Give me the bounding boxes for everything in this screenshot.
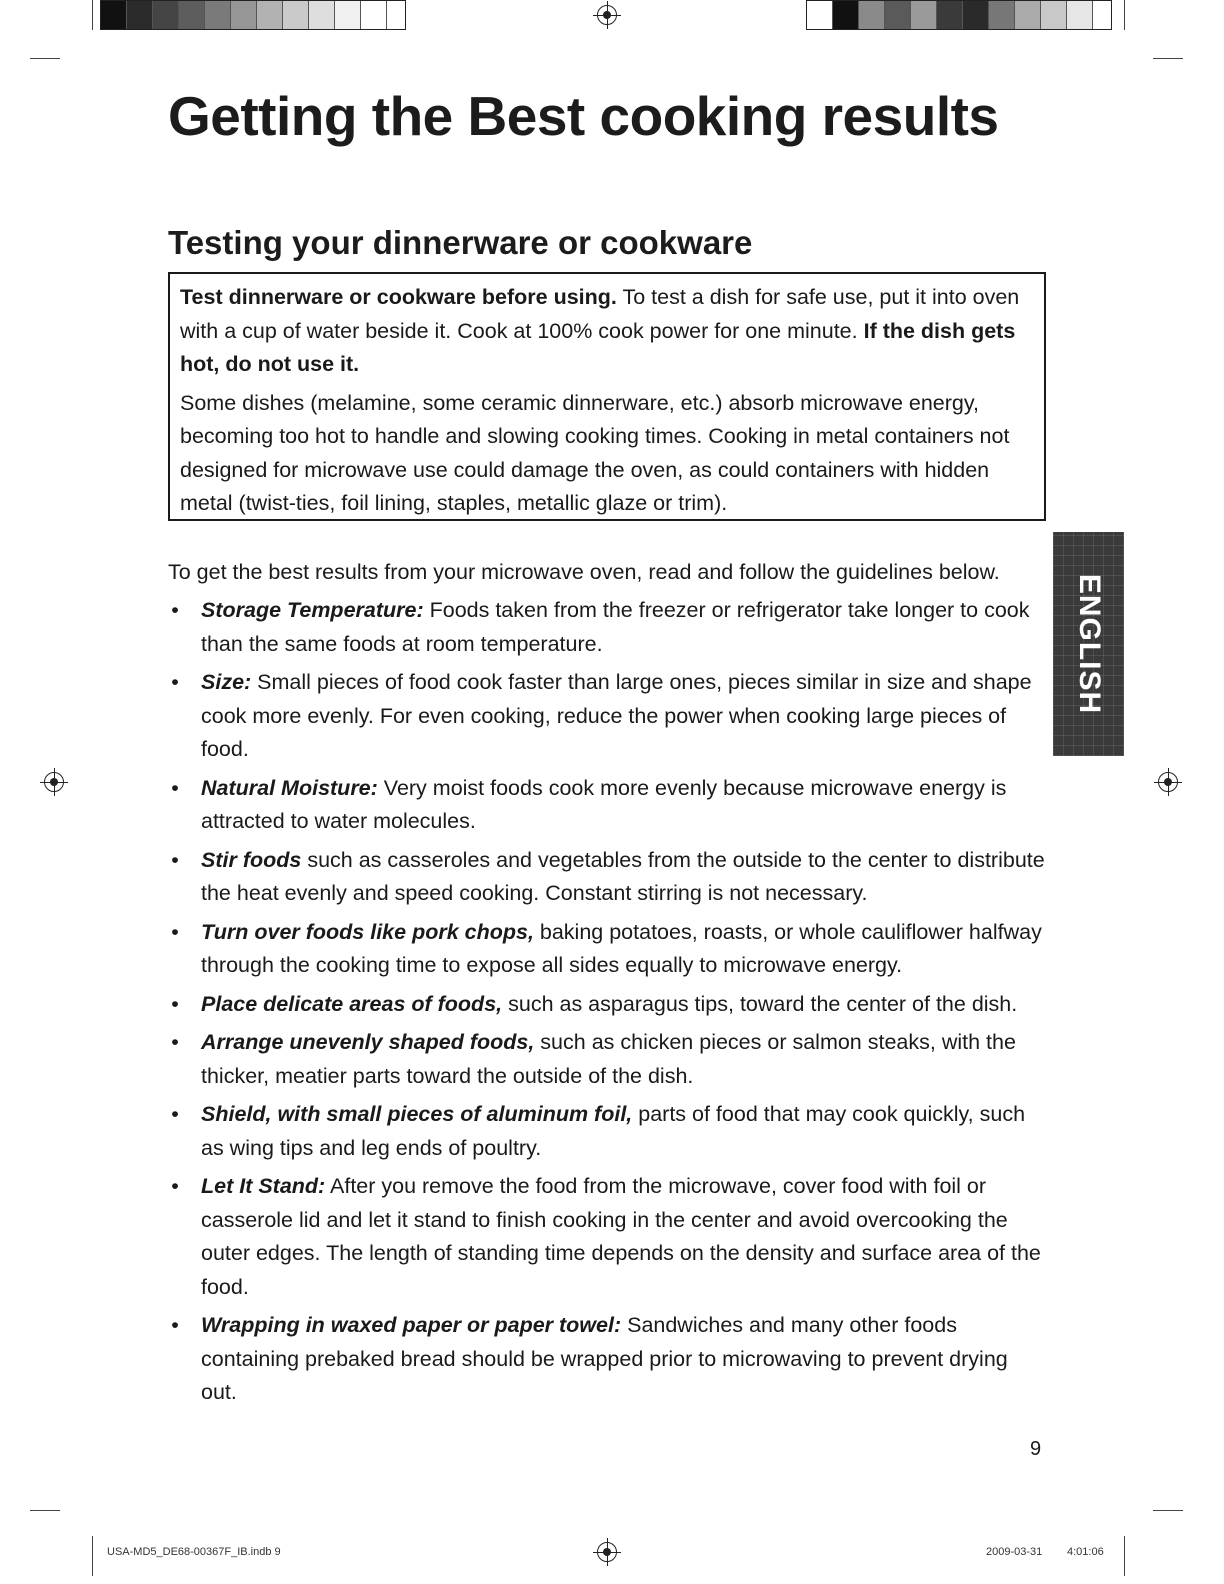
list-item (168, 916, 1048, 983)
footer-filename: USA-MD5_DE68-00367F_IB.indb 9 (107, 1546, 281, 1558)
bullet-icon: • (171, 670, 179, 694)
guideline-text: Very moist foods cook more evenly because microwave energy is attracted to water molecules. (201, 775, 1007, 833)
test-box-instructions: To test a dish for safe use, put it into oven with a cup of water beside it. Cook at 100% cook power for one minute. (180, 285, 1020, 343)
footer-divider-right (1124, 1536, 1125, 1576)
guideline-text: Small pieces of food cook faster than large ones, pieces similar in size and shape cook more evenly. For even cooking, reduce the power when cooking large pieces of food. (201, 670, 1032, 761)
list-item (168, 1170, 1048, 1304)
bullet-icon: • (171, 847, 179, 872)
guideline-text: After you remove the food from the microwave, cover food with foil or casserole lid and let it stand to finish cooking in the center and avoid overcooking the outer edges. The length of standing time depends on the density and surface area of the food. (201, 1174, 1041, 1299)
color-bar-left (100, 0, 406, 30)
guidelines-list (168, 594, 1048, 1415)
guideline-lead: Wrapping in waxed paper or paper towel: (201, 1313, 622, 1337)
crop-mark-bottom-right (1153, 1510, 1183, 1511)
crop-line-top-right (1124, 0, 1125, 30)
list-item (168, 772, 1048, 839)
crop-mark-top-left (30, 58, 60, 59)
list-item (168, 1026, 1048, 1093)
bullet-icon: • (171, 919, 179, 944)
registration-mark-left-icon (44, 772, 64, 792)
page-title: Getting the Best cooking results (168, 85, 999, 147)
bullet-icon: • (171, 598, 179, 622)
guideline-text: such as casseroles and vegetables from the outside to the center to distribute the heat evenly and speed cooking. Constant stirring is not necessary. (201, 847, 1045, 905)
language-side-tab (1053, 532, 1124, 756)
footer-time: 4:01:06 (1067, 1546, 1104, 1558)
bullet-icon: • (171, 991, 179, 1016)
guideline-lead: Storage Temperature: (201, 598, 424, 622)
guideline-text: such as asparagus tips, toward the center of the dish. (502, 991, 1018, 1016)
guideline-lead: Shield, with small pieces of aluminum foil, (201, 1102, 633, 1126)
bullet-icon: • (171, 1102, 179, 1126)
color-bar-right (806, 0, 1112, 30)
bullet-icon: • (171, 1313, 179, 1337)
guideline-lead: Size: (201, 670, 252, 694)
test-box-bold-intro: Test dinnerware or cookware before using. (180, 285, 617, 309)
list-item (168, 988, 1048, 1022)
guideline-text: Foods taken from the freezer or refrigerator take longer to cook than the same foods at room temperature. (201, 598, 1030, 656)
guideline-text: Sandwiches and many other foods containing prebaked bread should be wrapped prior to microwaving to prevent drying out. (201, 1313, 1008, 1404)
test-box-warning: If the dish gets hot, do not use it. (180, 318, 1016, 376)
language-tab-label: ENGLISH (1072, 573, 1106, 715)
guideline-text: baking potatoes, roasts, or whole cauliflower halfway through the cooking time to expose all sides equally to microwave energy. (201, 919, 1042, 977)
test-box-paragraph-2: Some dishes (melamine, some ceramic dinnerware, etc.) absorb microwave energy, becoming too hot to handle and slowing cooking times. Cooking in metal containers not designed for microwave use could damage the oven, as could containers with hidden metal (twist-ties, foil lining, staples, metallic glaze or trim). (180, 390, 1010, 515)
list-item (168, 844, 1048, 911)
guideline-lead: Let It Stand: (201, 1174, 326, 1198)
guideline-lead: Natural Moisture: (201, 775, 378, 800)
guideline-text: parts of food that may cook quickly, such as wing tips and leg ends of poultry. (201, 1102, 1026, 1160)
crop-mark-top-right (1153, 58, 1183, 59)
bullet-icon: • (171, 1030, 179, 1054)
page-number: 9 (1030, 1438, 1042, 1460)
bullet-icon: • (171, 775, 179, 800)
registration-mark-right-icon (1158, 772, 1178, 792)
guideline-lead: Stir foods (201, 847, 302, 872)
crop-line-top-left (92, 0, 93, 30)
test-box-paragraph-1 (180, 281, 1034, 382)
list-item (168, 594, 1048, 661)
footer-divider-left (92, 1536, 93, 1576)
list-item (168, 1098, 1048, 1165)
guidelines-intro: To get the best results from your microwave oven, read and follow the guidelines below. (168, 560, 1000, 584)
section-heading: Testing your dinnerware or cookware (168, 224, 753, 261)
guideline-lead: Place delicate areas of foods, (201, 991, 503, 1016)
list-item (168, 1309, 1048, 1410)
footer-date: 2009-03-31 (986, 1546, 1043, 1558)
list-item (168, 666, 1048, 767)
bullet-icon: • (171, 1174, 179, 1198)
registration-mark-bottom-icon (597, 1542, 617, 1562)
guideline-lead: Turn over foods like pork chops, (201, 919, 534, 944)
registration-mark-top-icon (597, 5, 617, 25)
guideline-lead: Arrange unevenly shaped foods, (201, 1030, 535, 1054)
crop-mark-bottom-left (30, 1510, 60, 1511)
dinnerware-test-box (168, 272, 1046, 521)
guideline-text: such as chicken pieces or salmon steaks, with the thicker, meatier parts toward the outside of the dish. (201, 1030, 1016, 1088)
